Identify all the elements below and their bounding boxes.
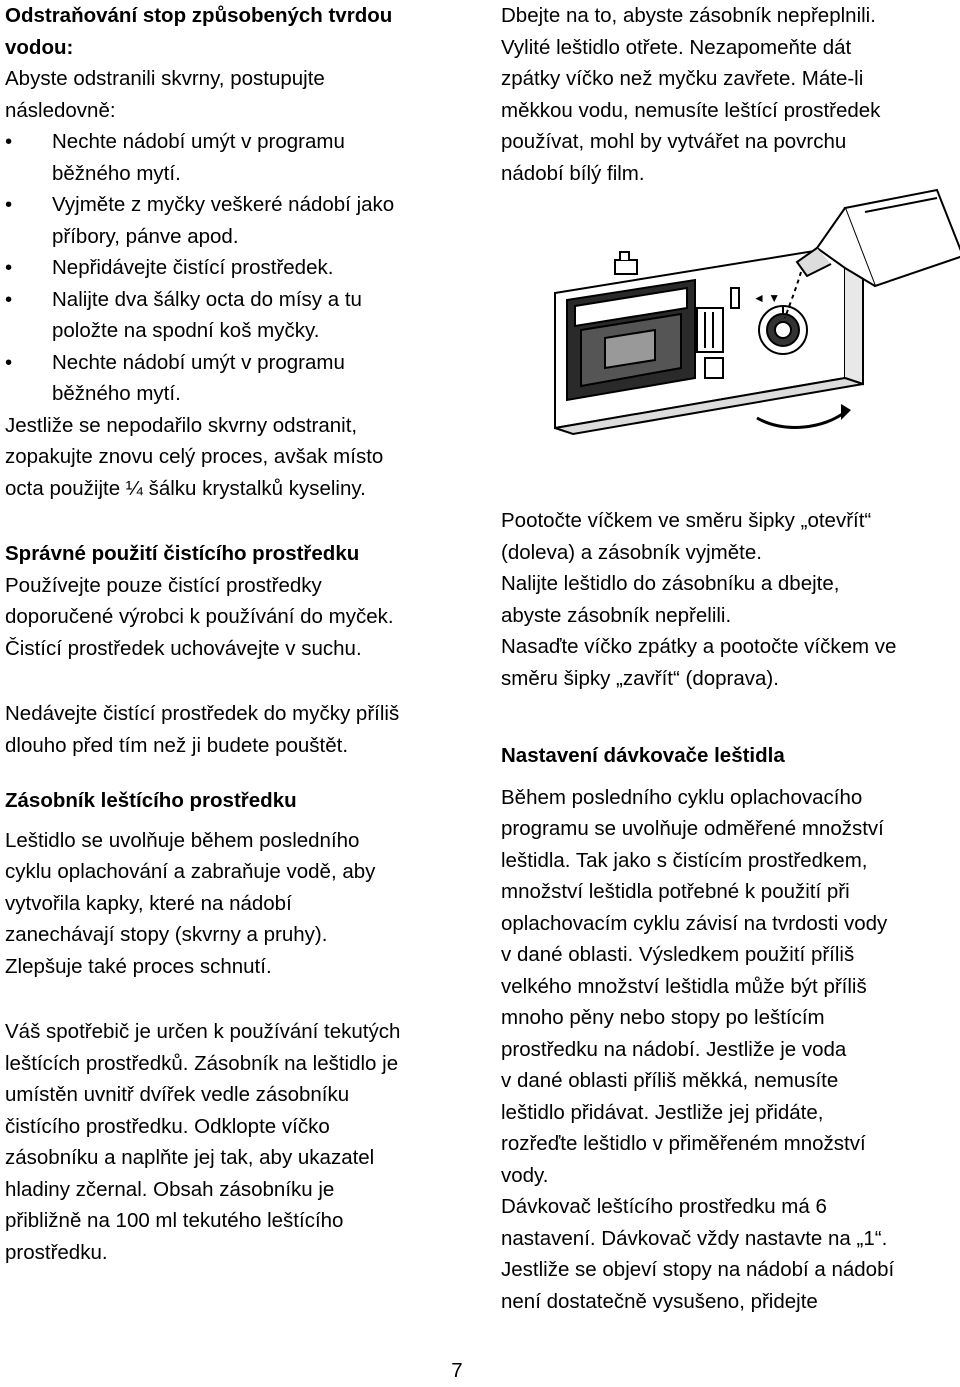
dispenser-setting-heading: Nastavení dávkovače leštidla bbox=[501, 744, 785, 767]
rinse-aid-description: Leštidlo se uvolňuje během posledního cyklu oplachování a zabraňuje vodě, aby vytvořila kapky, které na nádobí zanechávají stopy (skvrny a pruhy). Zlepšuje také proces schnutí. bbox=[5, 828, 376, 978]
list-item: • Nechte nádobí umýt v programu běžného mytí. bbox=[5, 126, 475, 189]
dispenser-setting-text: Během posledního cyklu oplachovacího programu se uvolňuje odměřené množství leštidla. Tak jako s čistícím prostředkem, množství leštidla potřebné k použití při oplachovacím cyklu závisí na tvrdosti vody v dané oblasti. Výsledkem použití příliš velkého množství leštidla může být příliš mnoho pěny nebo stopy po leštícím prostředku na nádobí. Jestliže je voda v dané oblasti příliš měkká, nemusíte leštidlo přidávat. Jestliže jej přidáte, rozřeďte leštidlo v přiměřeném množství vody. Dávkovač leštícího prostředku má 6 nastavení. Dávkovač vždy nastavte na „1“. Jestliže se objeví stopy na nádobí a nádobí není dostatečně vysušeno, přidejte bbox=[501, 785, 895, 1313]
level-indicator-icon bbox=[731, 288, 739, 308]
dosage-dial-icon bbox=[759, 306, 807, 354]
left-column bbox=[5, 0, 475, 1268]
list-item: • Nepřidávejte čistící prostředek. bbox=[5, 252, 475, 284]
rinse-aid-heading: Zásobník leštícího prostředku bbox=[5, 789, 297, 812]
overfill-warning: Dbejte na to, abyste zásobník nepřeplnili. Vylité leštidlo otřete. Nezapomeňte dát zpátky víčko než myčku zavřete. Máte-li měkkou vodu, nemusíte leštící prostředek používat, mohl by vytvářet na povrchu nádobí bílý film. bbox=[501, 4, 881, 185]
rinse-aid-dispenser-text: Váš spotřebič je určen k používání tekutých leštících prostředků. Zásobník na leštidlo je umístěn uvnitř dvířek vedle zásobníku čistícího prostředku. Odklopte víčko zásobníku a naplňte jej tak, aby ukazatel hladiny zčernal. Obsah zásobníku je přibližně na 100 ml tekutého leštícího prostředku. bbox=[5, 1020, 401, 1264]
bullet-icon: • bbox=[5, 130, 13, 153]
detergent-warning: Nedávejte čistící prostředek do myčky příliš dlouho před tím než ji budete pouštět. bbox=[5, 702, 400, 757]
list-item: • Vyjměte z myčky veškeré nádobí jako příbory, pánve apod. bbox=[5, 189, 475, 252]
detergent-usage: Používejte pouze čistící prostředky doporučené výrobci k používání do myček. Čistící prostředek uchovávejte v suchu. bbox=[5, 573, 394, 660]
bullet-icon: • bbox=[5, 256, 13, 279]
hard-water-intro: Abyste odstranili skvrny, postupujte následovně: bbox=[5, 67, 325, 122]
hard-water-repeat: Jestliže se nepodařilo skvrny odstranit, zopakujte znovu celý proces, avšak místo octa použijte ¼ šálku krystalků kyseliny. bbox=[5, 413, 384, 500]
detergent-heading: Správné použití čistícího prostředku bbox=[5, 542, 360, 565]
detergent-compartment bbox=[567, 280, 695, 400]
latch-icon bbox=[615, 252, 637, 274]
bullet-icon: • bbox=[5, 287, 13, 311]
hard-water-steps bbox=[5, 126, 475, 410]
page-number: 7 bbox=[451, 1359, 463, 1382]
bullet-icon: • bbox=[5, 350, 13, 374]
svg-text:◄ ▼: ◄ ▼ bbox=[753, 291, 781, 305]
refill-instructions: Pootočte víčkem ve směru šipky „otevřít“ (doleva) a zásobník vyjměte. Nalijte leštidlo do zásobníku a dbejte, abyste zásobník nepřelili. Nasaďte víčko zpátky a pootočte víčkem ve směru šipky „zavřít“ (doprava). bbox=[501, 509, 897, 690]
dispenser-illustration bbox=[545, 188, 960, 470]
bullet-icon: • bbox=[5, 193, 13, 216]
list-item: • Nalijte dva šálky octa do mísy a tu položte na spodní koš myčky. bbox=[5, 284, 475, 347]
hard-water-heading: Odstraňování stop způsobených tvrdou vodou: bbox=[5, 4, 393, 59]
rotate-arrow-icon bbox=[757, 412, 845, 427]
list-item: • Nechte nádobí umýt v programu běžného mytí. bbox=[5, 347, 475, 410]
